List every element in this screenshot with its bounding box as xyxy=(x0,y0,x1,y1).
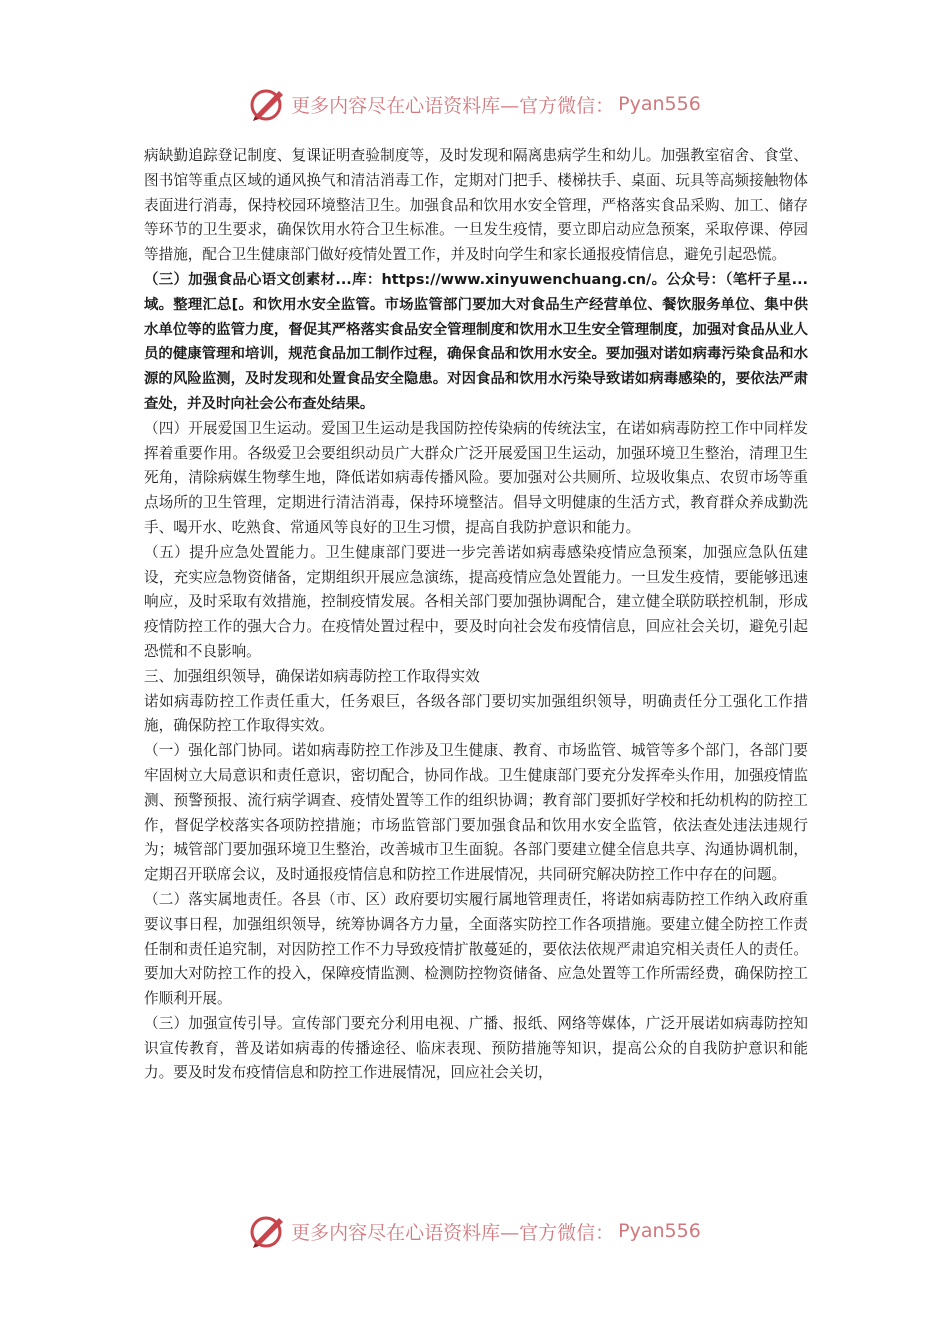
pen-logo-icon xyxy=(249,86,287,122)
banner-text: 更多内容尽在心语资料库—官方微信： xyxy=(291,94,615,117)
paragraph: （三）加强食品心语文创素材...库：https://www.xinyuwenchuang.cn/。公众号：（笔杆子星...域。整理汇总[。和饮用水安全监管。市场监管部门要加大对食品生产经营单位、餐饮服务单位、集中供水单位等的监管力度，督促其严格落实食品安全管理制度和饮用水卫生安全管理制度，加强对食品从业人员的健康管理和培训，规范食品加工制作过程，确保食品和饮用水安全。要加强对诺如病毒污染食品和水源的风险监测，及时发现和处置食品安全隐患。对因食品和饮用水污染导致诺如病毒感染的，要依法严肃查处，并及时向社会公布查处结果。 xyxy=(144,271,808,412)
paragraph: （一）强化部门协同。诺如病毒防控工作涉及卫生健康、教育、市场监管、城管等多个部门，各部门要牢固树立大局意识和责任意识，密切配合，协同作战。卫生健康部门要充分发挥牵头作用，加强疫情监测、预警预报、流行病学调查、疫情处置等工作的组织协调；教育部门要抓好学校和托幼机构的防控工作，督促学校落实各项防控措施；市场监管部门要加强食品和饮用水安全监管，依法查处违法违规行为；城管部门要加强环境卫生整治，改善城市卫生面貌。各部门要建立健全信息共享、沟通协调机制，定期召开联席会议，及时通报疫情信息和防控工作进展情况，共同研究解决防控工作中存在的问题。 xyxy=(144,742,808,884)
footer-banner xyxy=(0,1211,950,1251)
banner-wechat-id: Pyan556 xyxy=(618,93,701,115)
paragraph: （三）加强宣传引导。宣传部门要充分利用电视、广播、报纸、网络等媒体，广泛开展诺如病毒防控知识宣传教育，普及诺如病毒的传播途径、临床表现、预防措施等知识，提高公众的自我防护意识和能力。要及时发布疫情信息和防控工作进展情况，回应社会关切， xyxy=(144,1014,808,1082)
document-body xyxy=(144,144,808,1086)
paragraph: （二）落实属地责任。各县（市、区）政府要切实履行属地管理责任，将诺如病毒防控工作纳入政府重要议事日程，加强组织领导，统筹协调各方力量，全面落实防控工作各项措施。要建立健全防控工作责任制和责任追究制，对因防控工作不力导致疫情扩散蔓延的，要依法依规严肃追究相关责任人的责任。要加大对防控工作的投入，保障疫情监测、检测防控物资储备、应急处置等工作所需经费，确保防控工作顺利开展。 xyxy=(144,890,808,1008)
header-banner xyxy=(0,84,950,124)
banner-text: 更多内容尽在心语资料库—官方微信： xyxy=(291,1221,615,1244)
section-heading: 三、加强组织领导，确保诺如病毒防控工作取得实效 xyxy=(144,667,480,685)
banner-wechat-id: Pyan556 xyxy=(618,1220,701,1242)
paragraph: （五）提升应急处置能力。卫生健康部门要进一步完善诺如病毒感染疫情应急预案，加强应急队伍建设，充实应急物资储备，定期组织开展应急演练，提高疫情应急处置能力。一旦发生疫情，要能够迅速响应，及时采取有效措施，控制疫情发展。各相关部门要加强协调配合，建立健全联防联控机制，形成疫情防控工作的强大合力。在疫情处置过程中，要及时向社会发布疫情信息，回应社会关切，避免引起恐慌和不良影响。 xyxy=(144,543,808,660)
paragraph: 诺如病毒防控工作责任重大，任务艰巨，各级各部门要切实加强组织领导，明确责任分工强化工作措施，确保防控工作取得实效。 xyxy=(144,692,808,735)
paragraph: 病缺勤追踪登记制度、复课证明查验制度等，及时发现和隔离患病学生和幼儿。加强教室宿舍、食堂、图书馆等重点区域的通风换气和清洁消毒工作，定期对门把手、楼梯扶手、桌面、玩具等高频接触物体表面进行消毒，保持校园环境整洁卫生。加强食品和饮用水安全管理，严格落实食品采购、加工、储存等环节的卫生要求，确保饮用水符合卫生标准。一旦发生疫情，要立即启动应急预案，采取停课、停园等措施，配合卫生健康部门做好疫情处置工作，并及时向学生和家长通报疫情信息，避免引起恐慌。 xyxy=(144,147,808,264)
paragraph: （四）开展爱国卫生运动。爱国卫生运动是我国防控传染病的传统法宝，在诺如病毒防控工作中同样发挥着重要作用。各级爱卫会要组织动员广大群众广泛开展爱国卫生运动，加强环境卫生整治，清理卫生死角，清除病媒生物孳生地，降低诺如病毒传播风险。要加强对公共厕所、垃圾收集点、农贸市场等重点场所的卫生管理，定期进行清洁消毒，保持环境整洁。倡导文明健康的生活方式，教育群众养成勤洗手、喝开水、吃熟食、常通风等良好的卫生习惯，提高自我防护意识和能力。 xyxy=(144,419,808,536)
pen-logo-icon xyxy=(249,1213,287,1249)
